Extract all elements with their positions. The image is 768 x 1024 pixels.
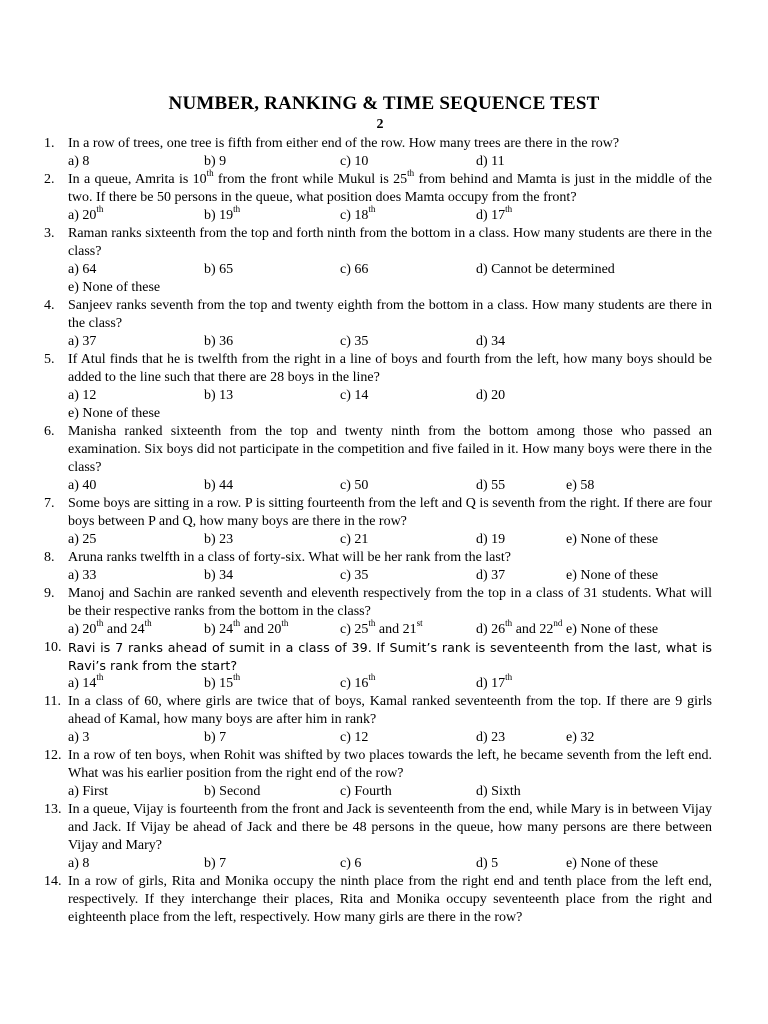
option-a: a) 8 <box>68 856 90 871</box>
option-c: c) 50 <box>340 478 369 493</box>
question-9 <box>44 585 712 639</box>
option-a: a) 20th and 24th <box>68 618 152 637</box>
option-d: d) 17th <box>476 672 513 691</box>
option-c: c) 6 <box>340 856 362 871</box>
question-12 <box>44 747 712 801</box>
option-d: d) 23 <box>476 730 506 745</box>
option-c: c) 12 <box>340 730 369 745</box>
option-b: b) 23 <box>204 532 234 547</box>
question-10 <box>44 639 712 693</box>
question-4 <box>44 297 712 351</box>
option-c: c) 14 <box>340 388 369 403</box>
option-c: c) 16th <box>340 672 376 691</box>
question-text: In a row of trees, one tree is fifth from either end of the row. How many trees are there in the row? <box>68 136 620 151</box>
question-text: Raman ranks sixteenth from the top and forth ninth from the bottom in a class. How many students are there in the class? <box>68 226 712 259</box>
question-number: 3. <box>44 226 55 241</box>
question-6 <box>44 423 712 495</box>
option-e: e) 58 <box>566 478 595 493</box>
option-b: b) 36 <box>204 334 234 349</box>
page-title: NUMBER, RANKING & TIME SEQUENCE TEST <box>168 93 600 114</box>
question-text: In a class of 60, where girls are twice that of boys, Kamal ranked seventeenth from the top. If there are 9 girls ahead of Kamal, how many boys are after him in rank? <box>68 694 712 727</box>
option-b: b) 19th <box>204 204 241 223</box>
option-e: e) None of these <box>68 406 161 421</box>
options-row <box>44 531 712 549</box>
option-c: c) 21 <box>340 532 369 547</box>
question-5 <box>44 351 712 423</box>
option-a: a) 37 <box>68 334 97 349</box>
question-1 <box>44 135 712 171</box>
option-a: a) 25 <box>68 532 97 547</box>
option-a: a) 3 <box>68 730 90 745</box>
options-row <box>44 204 712 225</box>
option-d: d) 5 <box>476 856 499 871</box>
option-a: a) 40 <box>68 478 97 493</box>
question-7 <box>44 495 712 549</box>
options-row <box>44 855 712 873</box>
question-number: 12. <box>44 748 62 763</box>
option-d: d) Sixth <box>476 784 521 799</box>
option-e: e) None of these <box>68 280 161 295</box>
option-b: b) 7 <box>204 730 227 745</box>
question-number: 2. <box>44 172 55 187</box>
option-c: c) 25th and 21st <box>340 618 423 637</box>
question-number: 9. <box>44 586 55 601</box>
option-d: d) 17th <box>476 204 513 223</box>
question-number: 11. <box>44 694 61 709</box>
option-b: b) 7 <box>204 856 227 871</box>
question-number: 7. <box>44 496 55 511</box>
option-e: e) None of these <box>566 568 659 583</box>
question-14 <box>44 873 712 927</box>
option-d: d) 34 <box>476 334 506 349</box>
options-row <box>44 153 712 171</box>
option-b: b) 44 <box>204 478 234 493</box>
option-a: a) 8 <box>68 154 90 169</box>
options-row <box>44 567 712 585</box>
question-text: Sanjeev ranks seventh from the top and twenty eighth from the bottom in a class. How many students are there in the class? <box>68 298 712 331</box>
question-number: 8. <box>44 550 55 565</box>
option-a: a) 14th <box>68 672 104 691</box>
option-a: a) 64 <box>68 262 97 277</box>
option-b: b) 15th <box>204 672 241 691</box>
question-text: Manoj and Sachin are ranked seventh and eleventh respectively from the top in a class of 31 students. What will be their respective ranks from the bottom in the class? <box>68 586 712 619</box>
option-d: d) 19 <box>476 532 506 547</box>
question-number: 6. <box>44 424 55 439</box>
option-d: d) 55 <box>476 478 506 493</box>
question-number: 5. <box>44 352 55 367</box>
question-number: 10. <box>44 640 62 655</box>
question-list <box>44 135 712 927</box>
options-row <box>44 387 712 405</box>
question-2 <box>44 168 712 225</box>
options-row <box>44 333 712 351</box>
option-c: c) 66 <box>340 262 369 277</box>
option-b: b) 9 <box>204 154 227 169</box>
question-text: Ravi is 7 ranks ahead of sumit in a class of 39. If Sumit’s rank is seventeenth from the last, what is Ravi’s rank from the start? <box>68 640 712 673</box>
question-text: Manisha ranked sixteenth from the top and twenty ninth from the bottom among those who passed an examination. Six boys did not participate in the competition and five failed in it. How many boys were there in the class? <box>68 424 712 475</box>
options-row <box>44 783 712 801</box>
option-e: e) None of these <box>566 856 659 871</box>
options-row <box>44 477 712 495</box>
option-c: c) 35 <box>340 334 369 349</box>
question-text: In a row of girls, Rita and Monika occupy the ninth place from the right end and tenth place from the left end, respectively. If they interchange their places, Rita and Monika occupy seventeenth place from the right and eighteenth place from the left, respectively. How many girls are there in the row? <box>68 874 712 925</box>
question-13 <box>44 801 712 873</box>
question-8 <box>44 549 712 585</box>
option-a: a) 33 <box>68 568 97 583</box>
option-d: d) 37 <box>476 568 506 583</box>
question-11 <box>44 693 712 747</box>
option-c: c) 35 <box>340 568 369 583</box>
option-b: b) 34 <box>204 568 234 583</box>
option-d: d) 26th and 22nd <box>476 618 563 637</box>
option-b: b) 24th and 20th <box>204 618 289 637</box>
options-row <box>44 618 712 639</box>
option-b: b) 13 <box>204 388 234 403</box>
question-number: 13. <box>44 802 62 817</box>
option-e: e) None of these <box>566 532 659 547</box>
option-d: d) 11 <box>476 154 505 169</box>
question-3 <box>44 225 712 297</box>
option-b: b) 65 <box>204 262 234 277</box>
page-number: 2 <box>376 117 384 132</box>
option-d: d) 20 <box>476 388 506 403</box>
question-number: 4. <box>44 298 55 313</box>
question-text: Aruna ranks twelfth in a class of forty-six. What will be her rank from the last? <box>68 550 511 565</box>
option-c: c) Fourth <box>340 784 392 799</box>
question-text: In a queue, Vijay is fourteenth from the front and Jack is seventeenth from the end, while Mary is in between Vijay and Jack. If Vijay be ahead of Jack and there be 48 persons in the queue, how many persons are there between Vijay and Mary? <box>68 802 712 853</box>
question-text: In a queue, Amrita is 10th from the front while Mukul is 25th from behind and Mamta is just in the middle of the two. If there be 50 persons in the queue, what position does Mamta occupy from the front? <box>68 168 712 205</box>
options-row <box>44 729 712 747</box>
question-number: 1. <box>44 136 55 151</box>
option-a: a) 12 <box>68 388 97 403</box>
question-number: 14. <box>44 874 62 889</box>
options-row <box>44 672 712 693</box>
option-a: a) First <box>68 784 109 799</box>
question-text: If Atul finds that he is twelfth from the right in a line of boys and fourth from the left, how many boys should be added to the line such that there are 28 boys in the line? <box>68 352 712 385</box>
option-a: a) 20th <box>68 204 104 223</box>
question-text: Some boys are sitting in a row. P is sitting fourteenth from the left and Q is seventh from the right. If there are four boys between P and Q, how many boys are there in the row? <box>68 496 712 529</box>
option-e: e) None of these <box>566 622 659 637</box>
question-text: In a row of ten boys, when Rohit was shifted by two places towards the left, he became seventh from the left end. What was his earlier position from the right end of the row? <box>68 748 712 781</box>
options-row <box>44 261 712 279</box>
option-b: b) Second <box>204 784 261 799</box>
option-c: c) 10 <box>340 154 369 169</box>
option-d: d) Cannot be determined <box>476 262 615 277</box>
option-c: c) 18th <box>340 204 376 223</box>
option-e: e) 32 <box>566 730 595 745</box>
